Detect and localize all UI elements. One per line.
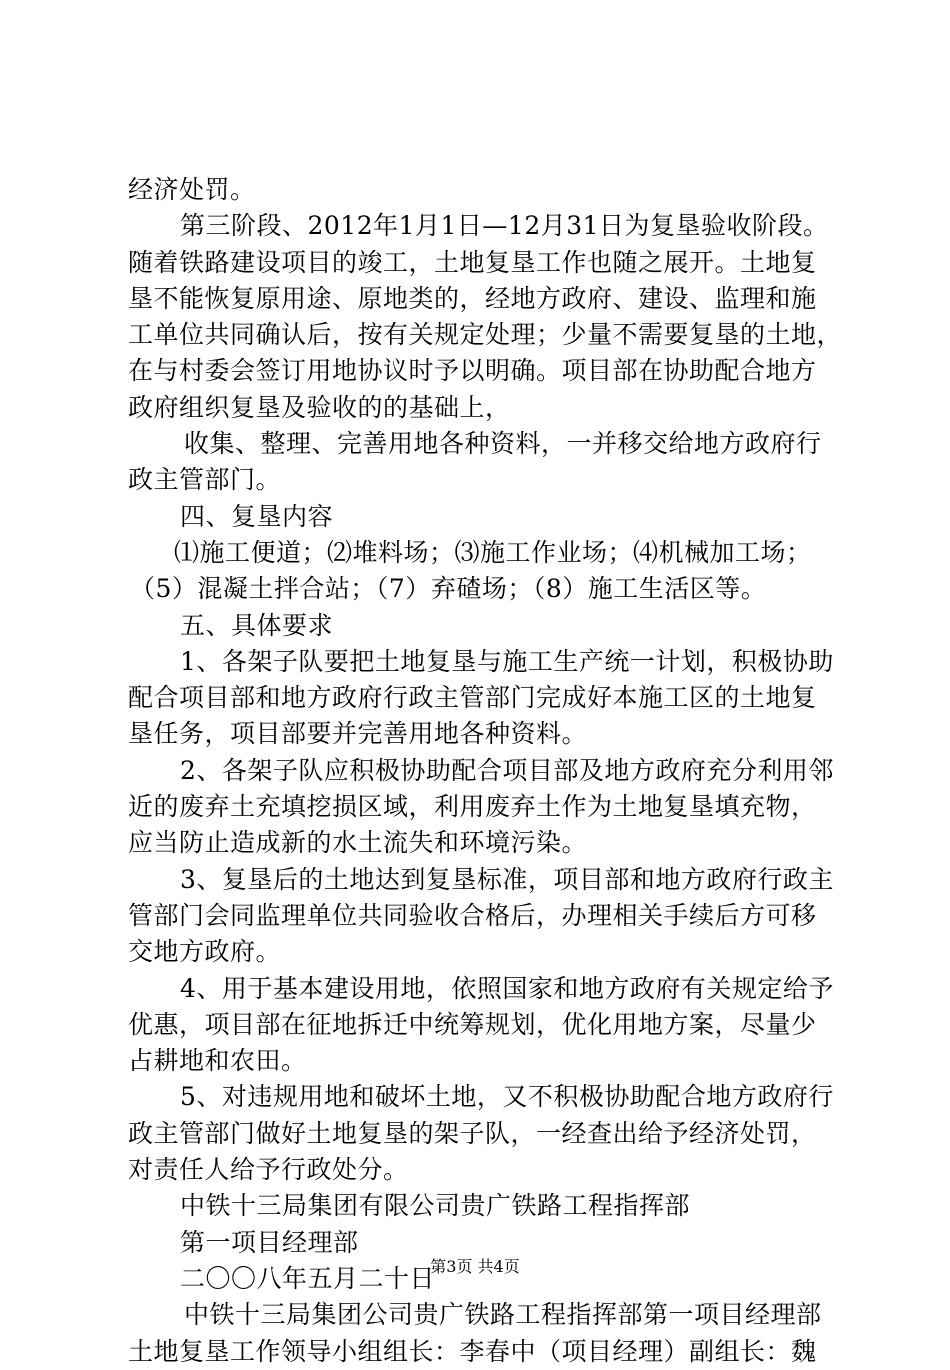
- page-footer: [0, 1254, 950, 1277]
- text-line: 经济处罚。: [128, 175, 256, 204]
- text-line: 土地复垦工作领导小组组长：李春中（项目经理）副组长：魏: [128, 1336, 817, 1366]
- text-line: ⑴施工便道；⑵堆料场；⑶施工作业场；⑷机械加工场；: [174, 537, 812, 567]
- text-line: 近的废弃土充填挖损区域，利用废弃土作为土地复垦填充物，: [128, 792, 817, 822]
- text-line: 配合项目部和地方政府行政主管部门完成好本施工区的土地复: [128, 683, 817, 713]
- text-line: 第三阶段、2012年1月1日—12月31日为复垦验收阶段。: [180, 211, 829, 241]
- text-line: 在与村委会签订用地协议时予以明确。项目部在协助配合地方: [128, 356, 817, 386]
- text-line: 随着铁路建设项目的竣工，土地复垦工作也随之展开。土地复: [128, 247, 817, 277]
- text-line: 应当防止造成新的水土流失和环境污染。: [128, 828, 588, 858]
- text-line: 4、用于基本建设用地，依照国家和地方政府有关规定给予: [180, 973, 834, 1003]
- text-line: 政主管部门。: [128, 465, 282, 495]
- text-line: 3、复垦后的土地达到复垦标准，项目部和地方政府行政主: [180, 864, 834, 894]
- document-body: [128, 172, 843, 1370]
- text-line: 占耕地和农田。: [128, 1046, 307, 1076]
- text-line: 5、对违规用地和破坏土地，又不积极协助配合地方政府行: [180, 1082, 834, 1112]
- page-number: 第3页 共4页: [430, 1257, 520, 1276]
- section-heading: 四、复垦内容: [180, 501, 334, 531]
- text-line: 2、各架子队应积极协助配合项目部及地方政府充分利用邻: [180, 755, 834, 785]
- text-line: 管部门会同监理单位共同验收合格后，办理相关手续后方可移: [128, 900, 817, 930]
- signature-organization: 中铁十三局集团有限公司贵广铁路工程指挥部: [180, 1191, 691, 1221]
- text-line: （5）混凝土拌合站；（7）弃碴场；（8）施工生活区等。: [130, 574, 767, 604]
- text-line: 垦不能恢复原用途、原地类的，经地方政府、建设、监理和施: [128, 283, 817, 313]
- signature-department: 第一项目经理部: [180, 1227, 359, 1257]
- text-line: 对责任人给予行政处分。: [128, 1155, 409, 1185]
- text-line: 1、各架子队要把土地复垦与施工生产统一计划，积极协助: [180, 646, 834, 676]
- signature-date: 二〇〇八年五月二十日: [180, 1263, 436, 1293]
- text-line: 工单位共同确认后，按有关规定处理；少量不需要复垦的土地，: [128, 320, 843, 350]
- text-line: 政主管部门做好土地复垦的架子队，一经查出给予经济处罚，: [128, 1118, 817, 1148]
- text-line: 交地方政府。: [128, 937, 282, 967]
- section-heading: 五、具体要求: [180, 610, 334, 640]
- text-line: 垦任务，项目部要并完善用地各种资料。: [128, 719, 588, 749]
- text-line: 中铁十三局集团公司贵广铁路工程指挥部第一项目经理部: [184, 1300, 822, 1330]
- text-line: 政府组织复垦及验收的的基础上，: [128, 392, 511, 422]
- text-line: 收集、整理、完善用地各种资料，一并移交给地方政府行: [184, 429, 822, 459]
- text-line: 优惠，项目部在征地拆迁中统筹规划，优化用地方案，尽量少: [128, 1009, 817, 1039]
